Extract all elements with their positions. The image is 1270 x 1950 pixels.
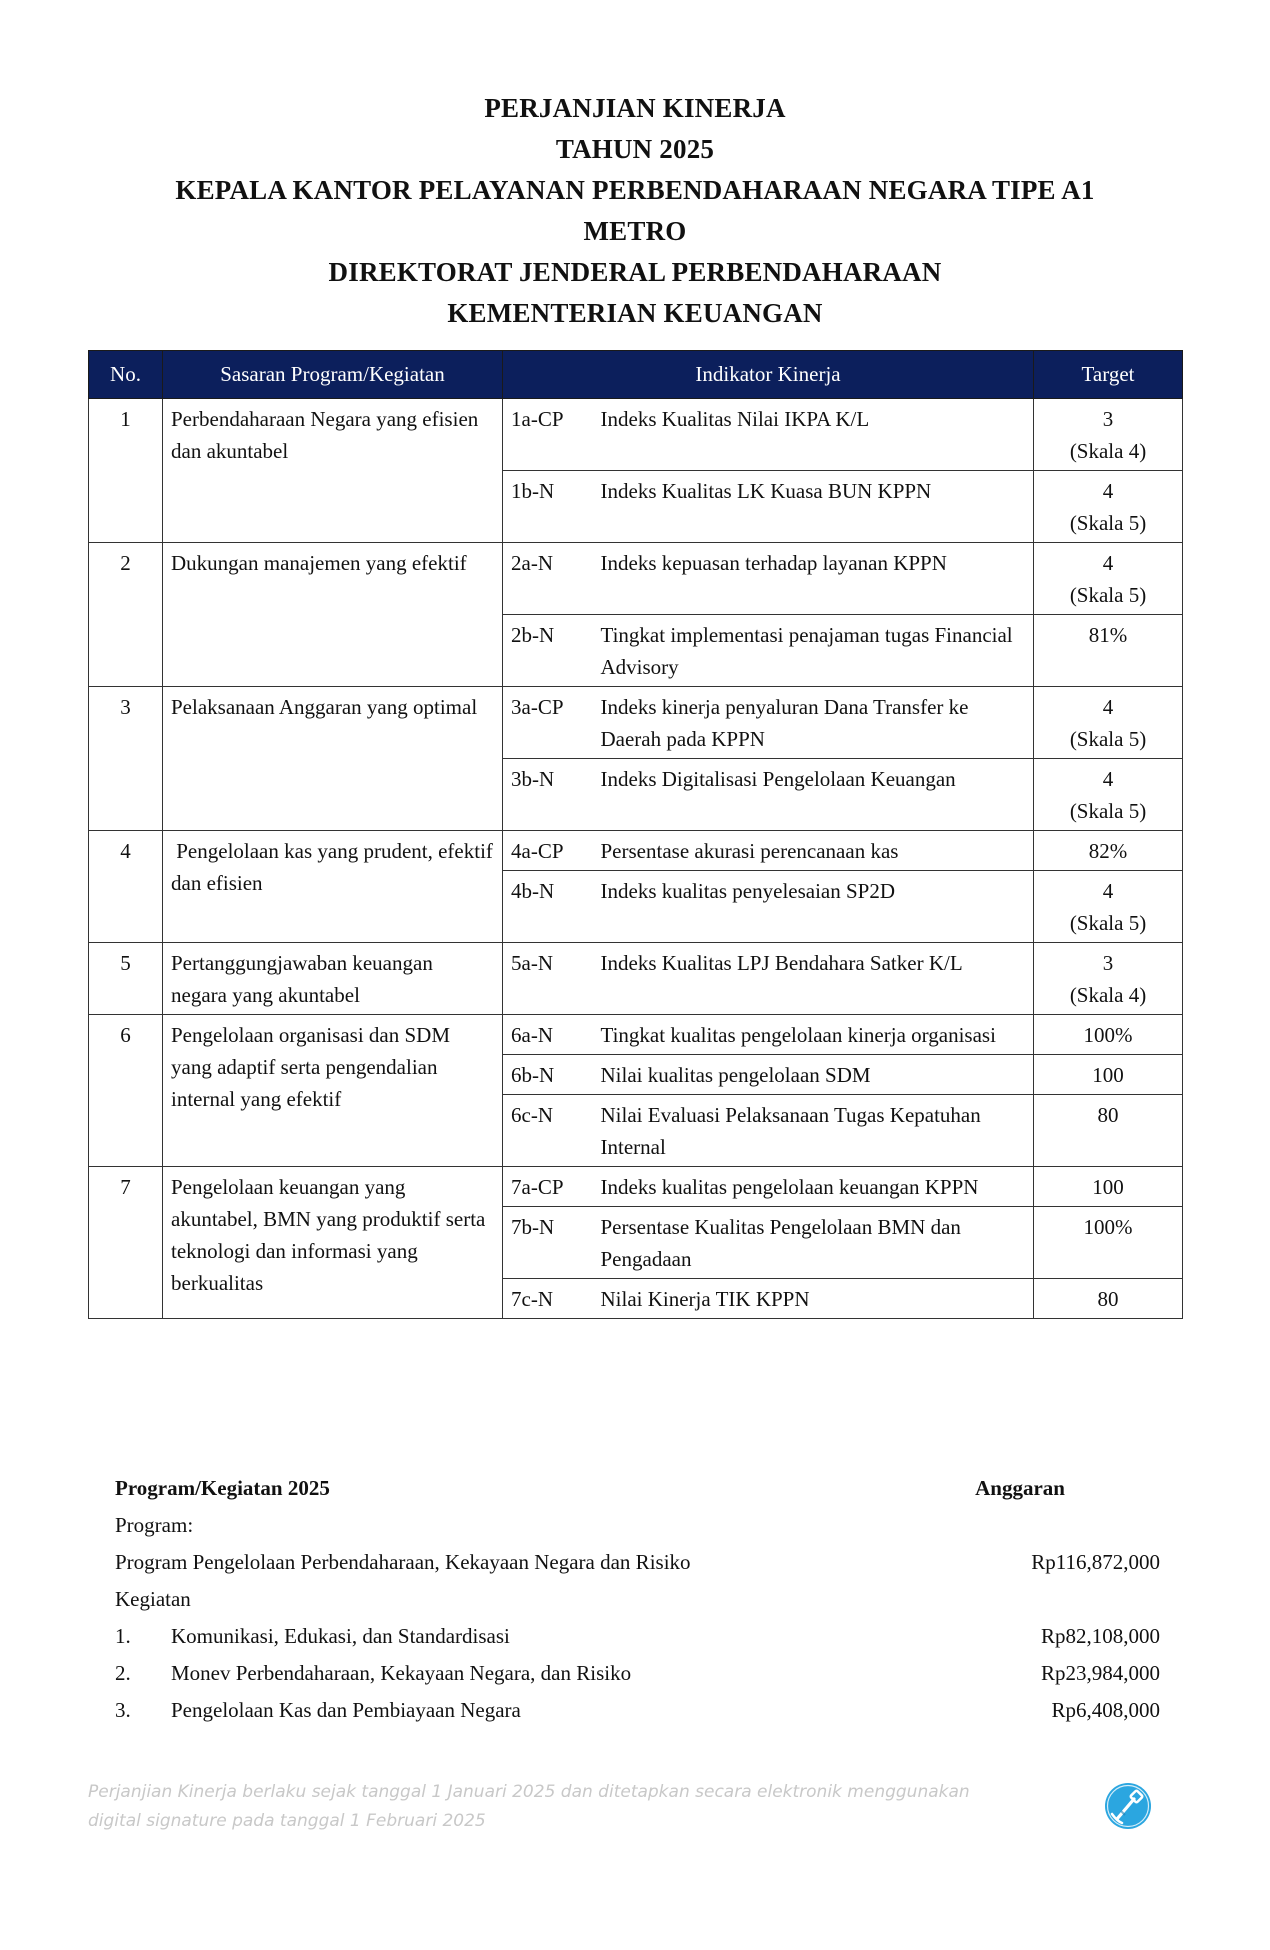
- indicator-code: 3a-CP: [503, 687, 593, 759]
- kegiatan-number: 3.: [115, 1698, 131, 1722]
- program-label-row: [115, 1507, 1160, 1544]
- kegiatan-label-row: [115, 1581, 1160, 1618]
- indicator-name: Nilai kualitas pengelolaan SDM: [593, 1055, 1034, 1095]
- target-cell: [1034, 831, 1183, 871]
- sasaran-cell: Perbendaharaan Negara yang efisien dan akuntabel: [163, 399, 503, 543]
- indicator-code: 1a-CP: [503, 399, 593, 471]
- col-header-sasaran: Sasaran Program/Kegiatan: [163, 351, 503, 399]
- digital-signature-key-icon: [1103, 1781, 1153, 1831]
- budget-section: [115, 1470, 1160, 1729]
- sasaran-cell: Dukungan manajemen yang efektif: [163, 543, 503, 687]
- table-row: [89, 399, 1183, 471]
- kegiatan-amount: Rp23,984,000: [1040, 1661, 1160, 1685]
- col-header-no: No.: [89, 351, 163, 399]
- budget-heading-row: [115, 1470, 1160, 1507]
- target-value: 3: [1102, 407, 1114, 431]
- target-value: 100%: [1083, 1023, 1133, 1047]
- program-amount: Rp116,872,000: [1031, 1550, 1160, 1574]
- kegiatan-amount: Rp82,108,000: [1040, 1624, 1160, 1648]
- indicator-code: 6b-N: [503, 1055, 593, 1095]
- target-scale: (Skala 5): [1069, 799, 1147, 823]
- row-number: 7: [89, 1167, 163, 1319]
- kegiatan-name: Monev Perbendaharaan, Kekayaan Negara, dan Risiko: [171, 1661, 632, 1685]
- indicator-code: 7b-N: [503, 1207, 593, 1279]
- target-cell: [1034, 615, 1183, 687]
- target-cell: [1034, 1167, 1183, 1207]
- table-row: [89, 943, 1183, 1015]
- target-value: 4: [1102, 767, 1114, 791]
- kegiatan-number: 2.: [115, 1661, 131, 1685]
- indicator-code: 5a-N: [503, 943, 593, 1015]
- target-cell: [1034, 471, 1183, 543]
- target-value: 3: [1102, 951, 1114, 975]
- target-value: 80: [1097, 1287, 1119, 1311]
- target-cell: [1034, 543, 1183, 615]
- indicator-name: Nilai Kinerja TIK KPPN: [593, 1279, 1034, 1319]
- target-scale: (Skala 4): [1069, 983, 1147, 1007]
- indicator-code: 7c-N: [503, 1279, 593, 1319]
- sasaran-cell: Pengelolaan organisasi dan SDM yang adaptif serta pengendalian internal yang efektif: [163, 1015, 503, 1167]
- target-value: 100: [1092, 1175, 1124, 1199]
- target-cell: [1034, 687, 1183, 759]
- target-cell: [1034, 399, 1183, 471]
- target-value: 80: [1097, 1103, 1119, 1127]
- title-line-3: KEPALA KANTOR PELAYANAN PERBENDAHARAAN NEGARA TIPE A1: [175, 175, 1095, 205]
- indicator-name: Tingkat kualitas pengelolaan kinerja organisasi: [593, 1015, 1034, 1055]
- indicator-code: 4a-CP: [503, 831, 593, 871]
- target-cell: [1034, 1279, 1183, 1319]
- row-number: 4: [89, 831, 163, 943]
- target-cell: [1034, 1055, 1183, 1095]
- target-value: 82%: [1088, 839, 1128, 863]
- target-value: 81%: [1088, 623, 1128, 647]
- target-value: 4: [1102, 695, 1114, 719]
- target-cell: [1034, 1015, 1183, 1055]
- kegiatan-row: [115, 1655, 1160, 1692]
- target-value: 100%: [1083, 1215, 1133, 1239]
- target-scale: (Skala 5): [1069, 583, 1147, 607]
- target-value: 4: [1102, 479, 1114, 503]
- title-line-1: PERJANJIAN KINERJA: [484, 93, 786, 123]
- indicator-code: 4b-N: [503, 871, 593, 943]
- target-cell: [1034, 871, 1183, 943]
- indicator-name: Indeks kualitas pengelolaan keuangan KPPN: [593, 1167, 1034, 1207]
- performance-table: [88, 350, 1183, 1319]
- table-row: [89, 1167, 1183, 1207]
- budget-heading-left: Program/Kegiatan 2025: [115, 1476, 330, 1500]
- title-line-2: TAHUN 2025: [555, 134, 715, 164]
- indicator-code: 1b-N: [503, 471, 593, 543]
- sasaran-cell: Pengelolaan kas yang prudent, efektif dan efisien: [163, 831, 503, 943]
- signature-note-line-1: Perjanjian Kinerja berlaku sejak tanggal 1 Januari 2025 dan ditetapkan secara elektronik menggunakan: [88, 1782, 970, 1802]
- indicator-name: Indeks Kualitas LK Kuasa BUN KPPN: [593, 471, 1034, 543]
- indicator-name: Persentase Kualitas Pengelolaan BMN dan Pengadaan: [593, 1207, 1034, 1279]
- program-name: Program Pengelolaan Perbendaharaan, Kekayaan Negara dan Risiko: [115, 1550, 691, 1574]
- sasaran-cell: Pertanggungjawaban keuangan negara yang akuntabel: [163, 943, 503, 1015]
- row-number: 2: [89, 543, 163, 687]
- table-row: [89, 543, 1183, 615]
- title-line-4: METRO: [583, 216, 687, 246]
- target-cell: [1034, 1207, 1183, 1279]
- indicator-name: Tingkat implementasi penajaman tugas Financial Advisory: [593, 615, 1034, 687]
- table-header-row: [89, 351, 1183, 399]
- kegiatan-row: [115, 1692, 1160, 1729]
- kegiatan-name: Pengelolaan Kas dan Pembiayaan Negara: [171, 1698, 521, 1722]
- table-row: [89, 831, 1183, 871]
- program-row: [115, 1544, 1160, 1581]
- row-number: 3: [89, 687, 163, 831]
- indicator-name: Indeks kepuasan terhadap layanan KPPN: [593, 543, 1034, 615]
- title-line-6: KEMENTERIAN KEUANGAN: [447, 298, 823, 328]
- target-value: 4: [1102, 551, 1114, 575]
- target-scale: (Skala 4): [1069, 439, 1147, 463]
- target-scale: (Skala 5): [1069, 511, 1147, 535]
- target-value: 100: [1092, 1063, 1124, 1087]
- target-scale: (Skala 5): [1069, 727, 1147, 751]
- kegiatan-name: Komunikasi, Edukasi, dan Standardisasi: [171, 1624, 510, 1648]
- target-cell: [1034, 1095, 1183, 1167]
- row-number: 5: [89, 943, 163, 1015]
- document-title: [0, 88, 1270, 334]
- row-number: 1: [89, 399, 163, 543]
- indicator-code: 6c-N: [503, 1095, 593, 1167]
- table-row: [89, 687, 1183, 759]
- indicator-code: 2a-N: [503, 543, 593, 615]
- indicator-name: Indeks kualitas penyelesaian SP2D: [593, 871, 1034, 943]
- sasaran-cell: Pengelolaan keuangan yang akuntabel, BMN yang produktif serta teknologi dan informasi yang berkualitas: [163, 1167, 503, 1319]
- col-header-indikator: Indikator Kinerja: [503, 351, 1034, 399]
- indicator-name: Indeks Digitalisasi Pengelolaan Keuangan: [593, 759, 1034, 831]
- indicator-name: Persentase akurasi perencanaan kas: [593, 831, 1034, 871]
- title-line-5: DIREKTORAT JENDERAL PERBENDAHARAAN: [328, 257, 942, 287]
- target-scale: (Skala 5): [1069, 911, 1147, 935]
- row-number: 6: [89, 1015, 163, 1167]
- kegiatan-amount: Rp6,408,000: [1051, 1698, 1160, 1722]
- indicator-code: 2b-N: [503, 615, 593, 687]
- sasaran-cell: Pelaksanaan Anggaran yang optimal: [163, 687, 503, 831]
- indicator-code: 3b-N: [503, 759, 593, 831]
- indicator-code: 7a-CP: [503, 1167, 593, 1207]
- indicator-name: Indeks Kualitas LPJ Bendahara Satker K/L: [593, 943, 1034, 1015]
- col-header-target: Target: [1034, 351, 1183, 399]
- indicator-code: 6a-N: [503, 1015, 593, 1055]
- kegiatan-number: 1.: [115, 1624, 131, 1648]
- indicator-name: Indeks kinerja penyaluran Dana Transfer ke Daerah pada KPPN: [593, 687, 1034, 759]
- kegiatan-label: Kegiatan: [115, 1587, 191, 1611]
- signature-note: [88, 1778, 1088, 1836]
- indicator-name: Nilai Evaluasi Pelaksanaan Tugas Kepatuhan Internal: [593, 1095, 1034, 1167]
- target-cell: [1034, 759, 1183, 831]
- kegiatan-row: [115, 1618, 1160, 1655]
- indicator-name: Indeks Kualitas Nilai IKPA K/L: [593, 399, 1034, 471]
- table-row: [89, 1015, 1183, 1055]
- target-cell: [1034, 943, 1183, 1015]
- target-value: 4: [1102, 879, 1114, 903]
- signature-note-line-2: digital signature pada tanggal 1 Februari 2025: [88, 1811, 486, 1831]
- budget-heading-right: Anggaran: [975, 1476, 1065, 1500]
- program-label: Program:: [115, 1513, 194, 1537]
